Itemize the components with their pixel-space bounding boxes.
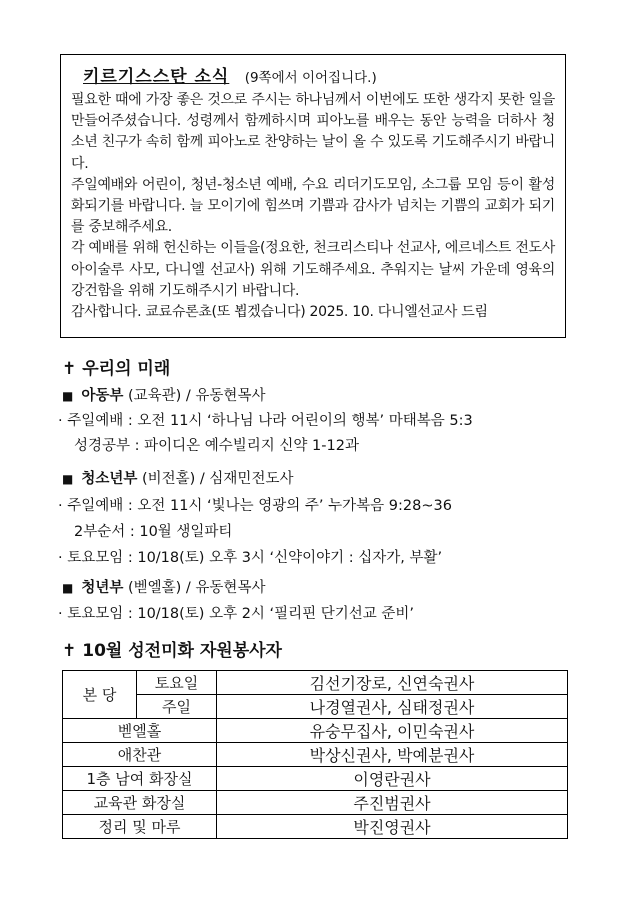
square-bullet-icon: ■: [62, 581, 74, 595]
young-adults-name: 청년부: [81, 580, 124, 596]
names-cell: 박상신권사, 박예분권사: [217, 743, 568, 767]
notice-paragraph: 각 예배를 위해 헌신하는 이들을(정요한, 천크리스티나 선교사, 에르네스트 전도사 아이술루 사모, 다니엘 선교사) 위해 기도해주세요. 추워지는 날씨 가운데 영육의 강건함을 위해 기도해주시기 바랍니다.: [71, 240, 555, 299]
day-cell: 토요일: [137, 671, 217, 695]
young-adults-place: (벧엘홀) / 유동현목사: [127, 580, 266, 596]
table-row: [63, 719, 568, 743]
youth-dept-name: 청소년부: [81, 471, 138, 487]
future-title: 우리의 미래: [82, 359, 171, 379]
table-row: [63, 743, 568, 767]
children-dept-header: [62, 384, 265, 405]
youth-second-part: 2부순서 : 10월 생일파티: [74, 524, 233, 540]
young-adults-saturday: · 토요모임 : 10/18(토) 오후 2시 ‘필리핀 단기선교 준비’: [58, 606, 415, 622]
place-cell: 애찬관: [63, 743, 217, 767]
notice-body: [71, 90, 555, 323]
names-cell: 주진범권사: [217, 791, 568, 815]
table-row: [63, 767, 568, 791]
names-cell: 나경열권사, 심태정권사: [217, 695, 568, 719]
names-cell: 유숭무집사, 이민숙권사: [217, 719, 568, 743]
volunteer-table: [62, 670, 568, 839]
table-row: [63, 695, 568, 719]
square-bullet-icon: ■: [62, 472, 74, 486]
table-row: [63, 815, 568, 839]
names-cell: 박진영권사: [217, 815, 568, 839]
notice-title: 키르기스스탄 소식: [83, 67, 230, 87]
place-cell: 벧엘홀: [63, 719, 217, 743]
notice-box: [60, 54, 566, 338]
notice-paragraph: 필요한 때에 가장 좋은 것으로 주시는 하나님께서 이번에도 또한 생각지 못한 일을 만들어주셨습니다. 성령께서 함께하시며 피아노를 배우는 동안 능력을 더하사 청소년 친구가 속히 함께 피아노로 찬양하는 날이 올 수 있도록 기도해주시기 바랍니다.: [71, 92, 555, 172]
youth-saturday: · 토요모임 : 10/18(토) 오후 3시 ‘신약이야기 : 십자가, 부활’: [58, 550, 443, 566]
volunteers-title: 10월 성전미화 자원봉사자: [82, 641, 282, 661]
names-cell: 이영란권사: [217, 767, 568, 791]
volunteers-heading: [62, 636, 282, 661]
place-cell: 정리 및 마루: [63, 815, 217, 839]
children-dept-name: 아동부: [81, 388, 124, 404]
table-row: [63, 791, 568, 815]
children-study: 성경공부 : 파이디온 예수빌리지 신약 1-12과: [74, 438, 359, 454]
notice-subtitle: (9쪽에서 이어집니다.): [244, 70, 377, 86]
future-heading: [62, 354, 170, 379]
cross-icon: ✝: [62, 641, 77, 661]
notice-paragraph: 감사합니다. 쿄료슈론쵸(또 뵙겠습니다) 2025. 10. 다니엘선교사 드림: [71, 304, 488, 321]
notice-header: [83, 65, 555, 90]
youth-dept-place: (비전홀) / 심재민전도사: [141, 471, 294, 487]
table-row: [63, 671, 568, 695]
day-cell: 주일: [137, 695, 217, 719]
names-cell: 김선기장로, 신연숙권사: [217, 671, 568, 695]
youth-dept-header: [62, 467, 293, 488]
notice-paragraph: 주일예배와 어린이, 청년-청소년 예배, 수요 리더기도모임, 소그룹 모임 등이 활성화되기를 바랍니다. 늘 모이기에 힘쓰며 기쁨과 감사가 넘치는 기쁨의 교회가 되기를 중보해주세요.: [71, 176, 555, 236]
young-adults-header: [62, 576, 265, 597]
children-worship: · 주일예배 : 오전 11시 ‘하나님 나라 어린이의 행복’ 마태복음 5:3: [58, 413, 473, 429]
cross-icon: ✝: [62, 359, 77, 379]
square-bullet-icon: ■: [62, 389, 74, 403]
youth-worship: · 주일예배 : 오전 11시 ‘빛나는 영광의 주’ 누가복음 9:28~36: [58, 498, 452, 514]
children-dept-place: (교육관) / 유동현목사: [127, 388, 266, 404]
place-cell: 교육관 화장실: [63, 791, 217, 815]
place-cell: 1층 남여 화장실: [63, 767, 217, 791]
main-hall-cell: 본 당: [63, 671, 137, 719]
